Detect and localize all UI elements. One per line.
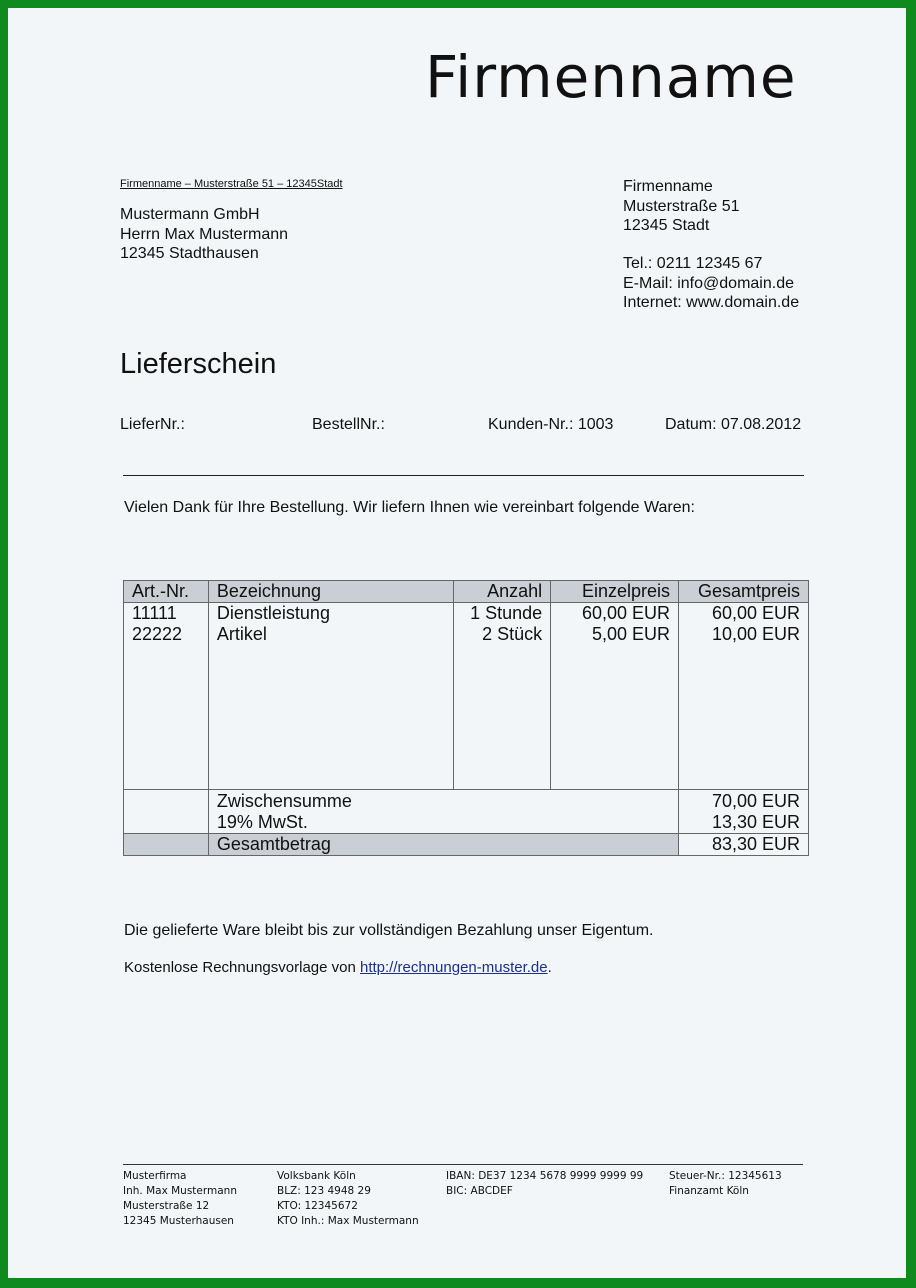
footer-divider [123, 1164, 803, 1165]
customer-number: Kunden-Nr.: 1003 [488, 416, 614, 433]
tax-label: 19% MwSt. [208, 812, 678, 834]
footer-line: BLZ: 123 4948 29 [277, 1185, 371, 1197]
table-row [124, 624, 809, 645]
recipient-line: Herrn Max Mustermann [120, 225, 289, 243]
template-note-prefix: Kostenlose Rechnungsvorlage von [124, 959, 360, 976]
cell-article-no: 22222 [124, 624, 209, 645]
column-header: Bezeichnung [208, 581, 453, 603]
footer-tax [669, 1169, 782, 1199]
subtotal-row [124, 790, 809, 813]
total-row [124, 834, 809, 856]
footer-line: IBAN: DE37 1234 5678 9999 9999 99 [446, 1170, 644, 1182]
company-contact [623, 254, 799, 313]
cell-description: Artikel [208, 624, 453, 645]
template-link[interactable]: http://rechnungen-muster.de [360, 959, 548, 976]
total-value: 83,30 EUR [679, 834, 809, 856]
subtotal-value: 70,00 EUR [679, 790, 809, 813]
footer-iban [446, 1169, 643, 1199]
delivery-number-label: LieferNr.: [120, 416, 185, 433]
document-title: Lieferschein [120, 348, 277, 380]
company-email: E-Mail: info@domain.de [623, 274, 794, 292]
ownership-note: Die gelieferte Ware bleibt bis zur vollständigen Bezahlung unser Eigentum. [124, 922, 654, 939]
tax-value: 13,30 EUR [679, 812, 809, 834]
footer-line: Volksbank Köln [277, 1170, 356, 1182]
divider [123, 475, 804, 476]
recipient-address [120, 205, 288, 264]
sender-return-line: Firmenname – Musterstraße 51 – 12345Stadt [120, 178, 343, 190]
footer-line: Inh. Max Mustermann [123, 1185, 237, 1197]
recipient-line: Mustermann GmbH [120, 206, 260, 223]
column-header: Gesamtpreis [679, 581, 809, 603]
company-address-line: Musterstraße 51 [623, 197, 740, 215]
recipient-line: 12345 Stadthausen [120, 245, 259, 262]
cell-description: Dienstleistung [208, 603, 453, 625]
footer-bank [277, 1169, 419, 1229]
document-page [8, 8, 906, 1278]
footer-line: BIC: ABCDEF [446, 1185, 513, 1197]
company-phone: Tel.: 0211 12345 67 [623, 255, 763, 272]
footer-company [123, 1169, 237, 1229]
column-header: Anzahl [454, 581, 551, 603]
footer-line: KTO: 12345672 [277, 1200, 358, 1212]
cell-unit-price: 5,00 EUR [551, 624, 679, 645]
intro-text: Vielen Dank für Ihre Bestellung. Wir liefern Ihnen wie vereinbart folgende Waren: [124, 499, 695, 516]
table-empty-space [124, 645, 809, 790]
cell-unit-price: 60,00 EUR [551, 603, 679, 625]
order-number-label: BestellNr.: [312, 416, 385, 433]
column-header: Art.-Nr. [124, 581, 209, 603]
footer-line: Finanzamt Köln [669, 1185, 749, 1197]
cell-total-price: 60,00 EUR [679, 603, 809, 625]
company-address-line: Firmenname [623, 178, 713, 195]
table-header-row [124, 581, 809, 603]
company-website: Internet: www.domain.de [623, 294, 800, 311]
cell-quantity: 1 Stunde [454, 603, 551, 625]
footer-line: 12345 Musterhausen [123, 1215, 234, 1227]
template-note-suffix: . [547, 959, 552, 976]
cell-article-no: 11111 [124, 603, 209, 625]
tax-row [124, 812, 809, 834]
column-header: Einzelpreis [551, 581, 679, 603]
company-address-line: 12345 Stadt [623, 217, 710, 234]
company-logo-text: Firmenname [425, 43, 797, 111]
footer-line: KTO Inh.: Max Mustermann [277, 1215, 419, 1227]
cell-total-price: 10,00 EUR [679, 624, 809, 645]
subtotal-label: Zwischensumme [208, 790, 678, 813]
company-address [623, 177, 739, 236]
document-date: Datum: 07.08.2012 [665, 416, 802, 433]
template-note [124, 959, 552, 976]
table-row [124, 603, 809, 625]
footer-line: Musterfirma [123, 1170, 187, 1182]
cell-quantity: 2 Stück [454, 624, 551, 645]
footer-line: Musterstraße 12 [123, 1200, 210, 1212]
items-table [123, 580, 809, 856]
total-label: Gesamtbetrag [208, 834, 678, 856]
footer-line: Steuer-Nr.: 12345613 [669, 1170, 782, 1182]
